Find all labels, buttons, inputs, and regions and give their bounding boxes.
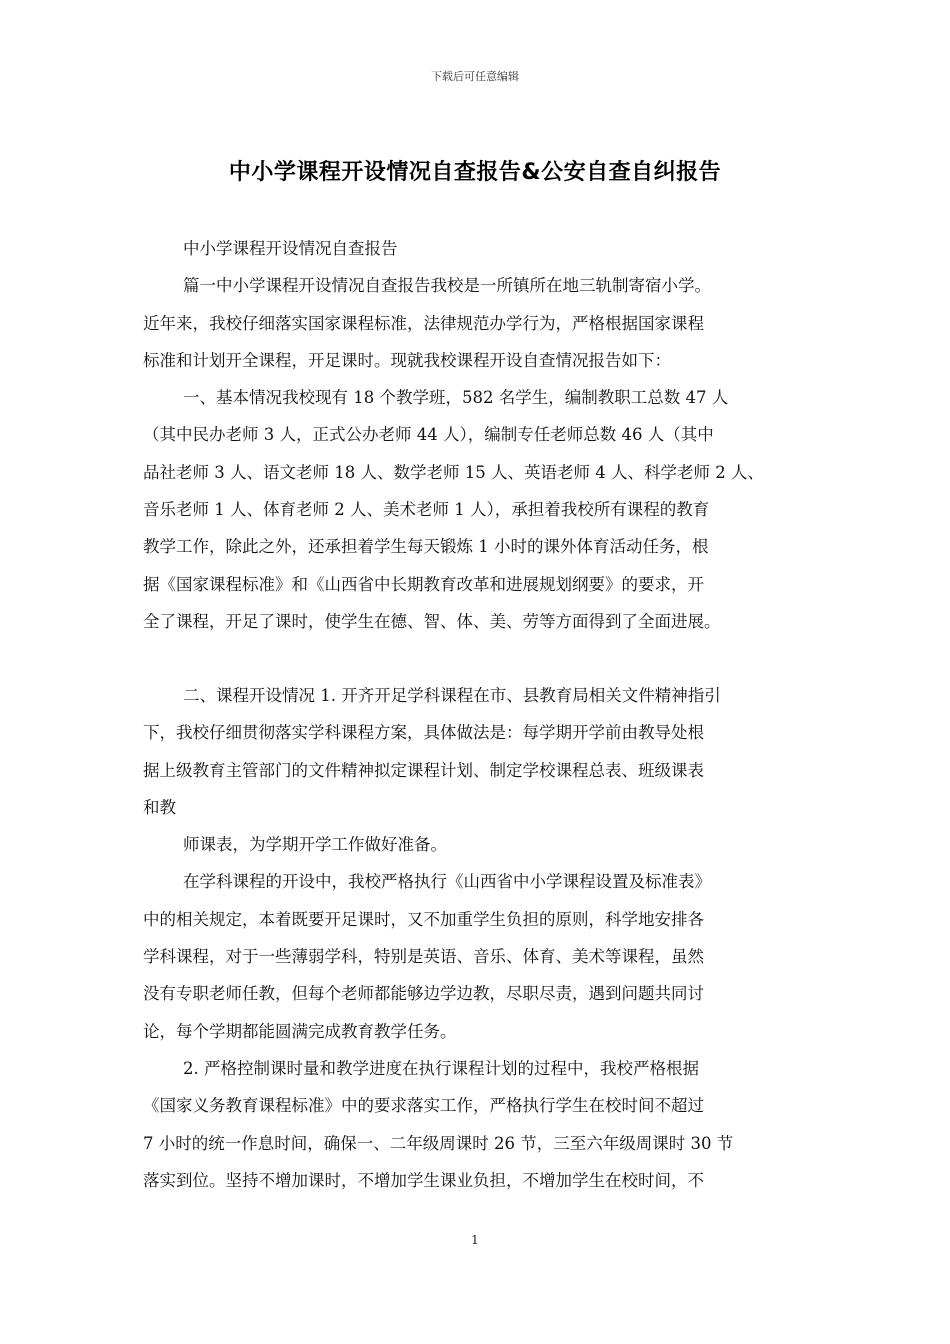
page-number: 1 bbox=[471, 1233, 479, 1247]
paragraph-line: 《国家义务教育课程标准》中的要求落实工作，严格执行学生在校时间不超过 bbox=[143, 1096, 704, 1116]
body-section-1 bbox=[143, 230, 811, 640]
paragraph-line: 中小学课程开设情况自查报告 bbox=[183, 239, 398, 258]
paragraph-line: 7 小时的统一作息时间，确保一、二年级周课时 26 节，三至六年级周课时 30 节 bbox=[143, 1133, 734, 1153]
paragraph-line: 二、课程开设情况 1. 开齐开足学科课程在市、县教育局相关文件精神指引 bbox=[183, 686, 721, 705]
paragraph-line: 近年来，我校仔细落实国家课程标准，法律规范办学行为，严格根据国家课程 bbox=[143, 313, 704, 333]
paragraph-line: 音乐老师 1 人、体育老师 2 人、美术老师 1 人），承担着我校所有课程的教育 bbox=[143, 500, 710, 520]
paragraph-line: 教学工作，除此之外，还承担着学生每天锻炼 1 小时的课外体育活动任务，根 bbox=[143, 537, 709, 557]
paragraph-line: 师课表，为学期开学工作做好准备。 bbox=[183, 835, 447, 855]
paragraph-line: 据上级教育主管部门的文件精神拟定课程计划、制定学校课程总表、班级课表 bbox=[143, 760, 704, 780]
paragraph-line: 一、基本情况我校现有 18 个教学班，582 名学生，编制教职工总数 47 人 bbox=[183, 388, 729, 408]
body-section-2 bbox=[143, 677, 811, 1199]
paragraph-line: 论，每个学期都能圆满完成教育教学任务。 bbox=[143, 1021, 457, 1041]
paragraph-line: 学科课程，对于一些薄弱学科，特别是英语、音乐、体育、美术等课程，虽然 bbox=[143, 947, 704, 967]
paragraph-line: 2. 严格控制课时量和教学进度在执行课程计划的过程中，我校严格根据 bbox=[183, 1058, 699, 1078]
paragraph-line: 标准和计划开全课程，开足课时。现就我校课程开设自查情况报告如下： bbox=[143, 350, 671, 370]
paragraph-line: 品社老师 3 人、语文老师 18 人、数学老师 15 人、英语老师 4 人、科学老师 2 人、 bbox=[143, 462, 764, 482]
paragraph-line: （其中民办老师 3 人，正式公办老师 44 人），编制专任老师总数 46 人（其中 bbox=[143, 425, 714, 445]
paragraph-line: 据《国家课程标准》和《山西省中长期教育改革和进展规划纲要》的要求，开 bbox=[143, 574, 704, 594]
paragraph-line: 中的相关规定，本着既要开足课时，又不加重学生负担的原则，科学地安排各 bbox=[143, 909, 704, 929]
document-title: 中小学课程开设情况自查报告&公安自查自纠报告 bbox=[228, 160, 722, 185]
paragraph-line: 下，我校仔细贯彻落实学科课程方案，具体做法是：每学期开学前由教导处根 bbox=[143, 723, 704, 743]
paragraph-line: 在学科课程的开设中，我校严格执行《山西省中小学课程设置及标准表》 bbox=[183, 872, 711, 892]
header-note: 下载后可任意编辑 bbox=[431, 70, 519, 83]
paragraph-line: 落实到位。坚持不增加课时，不增加学生课业负担，不增加学生在校时间，不 bbox=[143, 1170, 704, 1190]
paragraph-line: 没有专职老师任教，但每个老师都能够边学边教，尽职尽责，遇到问题共同讨 bbox=[143, 984, 704, 1004]
paragraph-line: 篇一中小学课程开设情况自查报告我校是一所镇所在地三轨制寄宿小学。 bbox=[183, 276, 711, 296]
paragraph-line: 全了课程，开足了课时，使学生在德、智、体、美、劳等方面得到了全面进展。 bbox=[143, 611, 721, 631]
paragraph-line: 和教 bbox=[143, 797, 176, 817]
